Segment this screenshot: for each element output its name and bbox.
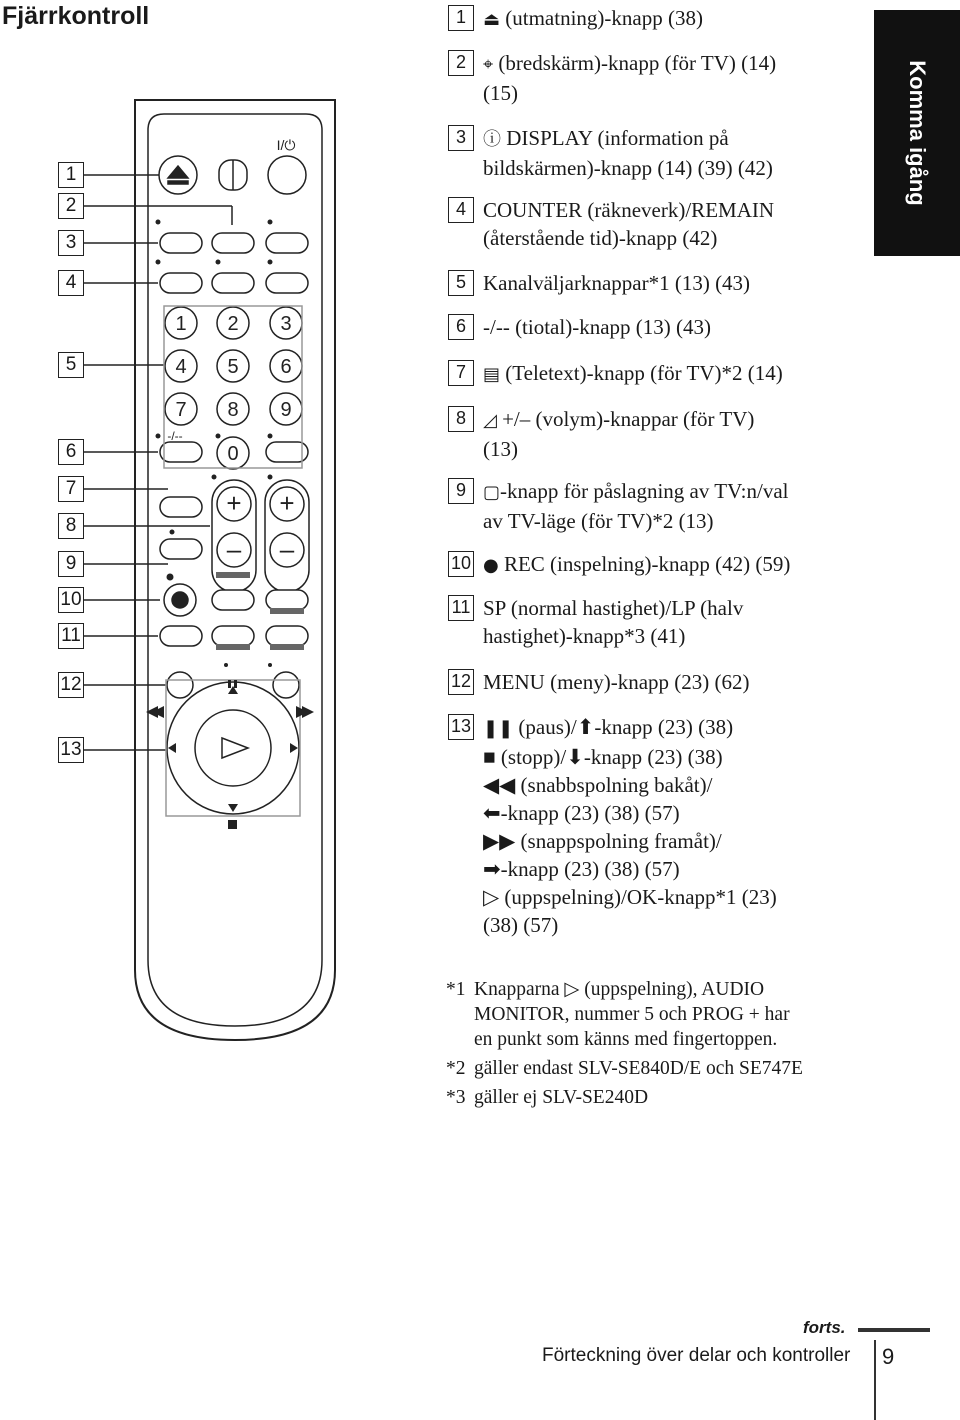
page-number: 9 bbox=[882, 1344, 895, 1369]
footnote bbox=[446, 977, 876, 1052]
callout-label: 12 bbox=[58, 672, 84, 698]
item-number: 5 bbox=[448, 270, 474, 296]
footnote-text: en punkt som känns med fingertoppen. bbox=[474, 1029, 778, 1050]
list-item bbox=[448, 713, 868, 939]
item-text: (38) (57) bbox=[483, 913, 559, 937]
item-number: 4 bbox=[448, 197, 474, 223]
footnote-text: gäller endast SLV-SE840D/E och SE747E bbox=[474, 1058, 803, 1079]
item-number: 12 bbox=[448, 669, 474, 695]
footer-divider bbox=[874, 1340, 876, 1420]
footnotes bbox=[446, 977, 876, 1114]
item-number: 13 bbox=[448, 714, 474, 740]
item-number: 11 bbox=[448, 595, 474, 621]
key-2: 2 bbox=[227, 313, 239, 335]
callout-label: 10 bbox=[58, 587, 84, 613]
list-item bbox=[448, 269, 868, 297]
key-4: 4 bbox=[175, 356, 187, 378]
item-number: 2 bbox=[448, 50, 474, 76]
key-6: 6 bbox=[280, 356, 292, 378]
key-7: 7 bbox=[175, 399, 187, 421]
item-text: ▷ (uppspelning)/OK-knapp*1 (23) bbox=[483, 885, 777, 909]
footnote-text: MONITOR, nummer 5 och PROG + har bbox=[474, 1004, 790, 1025]
key-3: 3 bbox=[280, 313, 292, 335]
callout-label: 13 bbox=[58, 737, 84, 763]
tens-key-label: -/-- bbox=[167, 429, 183, 443]
item-text: ⬅-knapp (23) (38) (57) bbox=[483, 801, 680, 825]
item-text: ➡-knapp (23) (38) (57) bbox=[483, 857, 680, 881]
info-icon: ⓘ bbox=[483, 129, 501, 150]
volume-plus: + bbox=[226, 488, 242, 518]
item-text: (bredskärm)-knapp (för TV) (14) bbox=[498, 51, 777, 75]
item-number: 7 bbox=[448, 360, 474, 386]
continued-bar bbox=[858, 1328, 930, 1332]
item-text: hastighet)-knapp*3 (41) bbox=[483, 624, 686, 648]
teletext-icon: ▤ bbox=[483, 364, 501, 385]
callout-label: 5 bbox=[58, 352, 84, 378]
item-text: (Teletext)-knapp (för TV)*2 (14) bbox=[505, 361, 783, 385]
list-item bbox=[448, 196, 868, 252]
prog-minus: – bbox=[279, 534, 295, 564]
list-item bbox=[448, 550, 868, 580]
power-label: I/⏻ bbox=[276, 137, 296, 153]
item-number: 9 bbox=[448, 478, 474, 504]
continued-label: forts. bbox=[803, 1318, 846, 1337]
list-item bbox=[448, 124, 868, 182]
volume-icon: ◿ bbox=[483, 410, 497, 431]
callout-label: 6 bbox=[58, 439, 84, 465]
pause-icon: ❚❚ bbox=[483, 718, 514, 739]
item-number: 3 bbox=[448, 125, 474, 151]
key-8: 8 bbox=[227, 399, 239, 421]
key-5: 5 bbox=[227, 356, 239, 378]
list-item bbox=[448, 405, 868, 463]
item-text: -/-- (tiotal)-knapp (13) (43) bbox=[483, 315, 711, 339]
list-item bbox=[448, 477, 868, 535]
callout-label: 1 bbox=[58, 162, 84, 188]
section-tab-label: Komma igång bbox=[905, 60, 930, 206]
callout-label: 9 bbox=[58, 551, 84, 577]
list-item bbox=[448, 594, 868, 650]
item-number: 6 bbox=[448, 314, 474, 340]
item-text: ▶▶ (snappspolning framåt)/ bbox=[483, 829, 722, 853]
key-1: 1 bbox=[175, 313, 187, 335]
remote-illustration bbox=[0, 0, 440, 1060]
item-text: DISPLAY (information på bbox=[506, 126, 729, 150]
callout-label: 11 bbox=[58, 623, 84, 649]
item-number: 1 bbox=[448, 5, 474, 31]
footer-section-title: Förteckning över delar och kontroller bbox=[542, 1345, 851, 1366]
item-number: 10 bbox=[448, 551, 474, 577]
footnote-text: Knapparna ▷ (uppspelning), AUDIO bbox=[474, 979, 765, 1000]
item-text: (paus)/⬆-knapp (23) (38) bbox=[518, 715, 734, 739]
item-text: av TV-läge (för TV)*2 (13) bbox=[483, 509, 714, 533]
eject-icon: ⏏ bbox=[483, 9, 501, 30]
tv-icon: ▢ bbox=[483, 482, 501, 503]
callout-label: 3 bbox=[58, 230, 84, 256]
key-0: 0 bbox=[227, 443, 239, 465]
item-text: REC (inspelning)-knapp (42) (59) bbox=[503, 552, 791, 576]
footnote-mark: *2 bbox=[446, 1058, 466, 1079]
footnote-mark: *1 bbox=[446, 979, 466, 1000]
item-text: +/– (volym)-knappar (för TV) bbox=[502, 407, 755, 431]
item-number: 8 bbox=[448, 406, 474, 432]
list-item bbox=[448, 49, 868, 107]
list-item bbox=[448, 4, 868, 34]
callout-label: 7 bbox=[58, 476, 84, 502]
prog-plus: + bbox=[279, 488, 295, 518]
item-text: -knapp för påslagning av TV:n/val bbox=[500, 479, 789, 503]
item-text: (13) bbox=[483, 437, 518, 461]
widescreen-icon: ⌖ bbox=[483, 54, 494, 75]
section-tab bbox=[874, 10, 960, 256]
footnote-text: gäller ej SLV-SE240D bbox=[474, 1087, 649, 1108]
callout-label: 8 bbox=[58, 513, 84, 539]
item-text: bildskärmen)-knapp (14) (39) (42) bbox=[483, 156, 773, 180]
record-icon: ● bbox=[483, 555, 499, 576]
footnote bbox=[446, 1056, 876, 1081]
item-text: (utmatning)-knapp (38) bbox=[505, 6, 703, 30]
footnote bbox=[446, 1085, 876, 1110]
item-text: (återstående tid)-knapp (42) bbox=[483, 226, 718, 250]
item-text: SP (normal hastighet)/LP (halv bbox=[483, 596, 744, 620]
list-item bbox=[448, 313, 868, 341]
item-text: ■ (stopp)/⬇-knapp (23) (38) bbox=[483, 745, 723, 769]
item-text: MENU (meny)-knapp (23) (62) bbox=[483, 670, 750, 694]
list-item bbox=[448, 359, 868, 389]
item-text: Kanalväljarknappar*1 (13) (43) bbox=[483, 271, 751, 295]
page-title: Fjärrkontroll bbox=[2, 2, 150, 30]
footnote-mark: *3 bbox=[446, 1087, 466, 1108]
callout-label: 4 bbox=[58, 270, 84, 296]
volume-minus: – bbox=[226, 534, 242, 564]
callout-label: 2 bbox=[58, 193, 84, 219]
list-item bbox=[448, 668, 868, 696]
item-text: COUNTER (räkneverk)/REMAIN bbox=[483, 198, 775, 222]
key-9: 9 bbox=[280, 399, 292, 421]
item-text: (15) bbox=[483, 81, 518, 105]
item-text: ◀◀ (snabbspolning bakåt)/ bbox=[483, 773, 713, 797]
